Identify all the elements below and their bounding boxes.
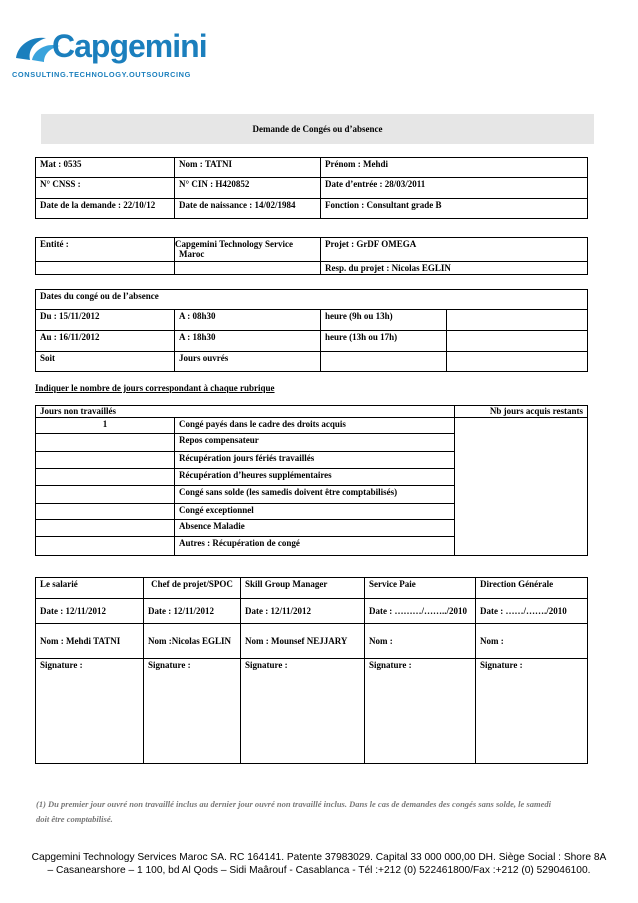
sig-header-salarie: Le salarié <box>36 578 144 599</box>
sig-date-chef: Date : 12/11/2012 <box>144 599 241 624</box>
mat-cell: Mat : 0535 <box>36 158 175 178</box>
employee-info-table <box>35 157 588 219</box>
signature-label: Signature : <box>40 660 83 670</box>
date-naissance-cell: Date de naissance : 14/02/1984 <box>175 199 321 219</box>
rubrique-count <box>36 452 175 469</box>
signature-label: Signature : <box>245 660 288 670</box>
rubrique-label: Repos compensateur <box>175 434 455 452</box>
footnote <box>36 797 606 827</box>
sig-date-paie: Date : ………/……../2010 <box>365 599 476 624</box>
sig-nom-paie: Nom : <box>365 624 476 659</box>
sig-nom-salarie: Nom : Mehdi TATNI <box>36 624 144 659</box>
du-cell: Du : 15/11/2012 <box>36 310 175 331</box>
dates-header-cell: Dates du congé ou de l’absence <box>36 290 588 310</box>
rubrique-count <box>36 434 175 452</box>
sig-box-direction[interactable] <box>476 659 588 764</box>
prenom-cell: Prénom : Mehdi <box>321 158 588 178</box>
sig-box-skill[interactable] <box>241 659 365 764</box>
form-title-text: Demande de Congés ou d’absence <box>252 124 383 134</box>
nom-cell: Nom : TATNI <box>175 158 321 178</box>
jours-non-travailles-header: Jours non travaillés <box>36 406 455 418</box>
entity-empty-cell-2 <box>175 262 321 275</box>
sig-nom-chef: Nom :Nicolas EGLIN <box>144 624 241 659</box>
jours-ouvres-cell: Jours ouvrés <box>175 352 321 372</box>
capgemini-logo <box>12 28 207 83</box>
sig-header-skill: Skill Group Manager <box>241 578 365 599</box>
rubrique-label: Récupération d’heures supplémentaires <box>175 469 455 486</box>
du-empty-cell <box>447 310 588 331</box>
rubrique-label: Congé payés dans le cadre des droits acquis <box>175 418 455 434</box>
resp-projet-cell: Resp. du projet : Nicolas EGLIN <box>321 262 588 275</box>
entity-table <box>35 237 588 275</box>
rubrique-count <box>36 520 175 537</box>
signature-label: Signature : <box>148 660 191 670</box>
form-title <box>41 114 594 144</box>
footnote-line2: doit être comptabilisé. <box>36 814 113 824</box>
signature-label: Signature : <box>480 660 523 670</box>
au-cell: Au : 16/11/2012 <box>36 331 175 352</box>
rubrique-count <box>36 486 175 504</box>
sig-date-direction: Date : ……/……./2010 <box>476 599 588 624</box>
company-footer <box>20 851 618 877</box>
footer-line2: – Casanearshore – 1 100, bd Al Qods – Sidi Maârouf - Casablanca - Tél :+212 (0) 522461800/Fax :+212 (0) 529046100. <box>47 865 591 876</box>
rubrique-count: 1 <box>36 418 175 434</box>
signature-label: Signature : <box>369 660 412 670</box>
entity-empty-cell-1 <box>36 262 175 275</box>
rubrique-count <box>36 537 175 556</box>
rubrique-label: Congé sans solde (les samedis doivent être comptabilisés) <box>175 486 455 504</box>
footnote-line1: (1) Du premier jour ouvré non travaillé inclus au dernier jour ouvré non travaillé inclus. Dans le cas de demandes des congés sans solde, le samedi <box>36 799 551 809</box>
soit-empty-cell-2 <box>447 352 588 372</box>
cin-cell: N° CIN : H420852 <box>175 178 321 199</box>
dates-table <box>35 289 588 372</box>
entite-value-line1: Capgemini Technology Service <box>175 239 294 249</box>
logo-wordmark: Capgemini <box>52 28 207 64</box>
entite-value-cell <box>175 238 321 262</box>
au-empty-cell <box>447 331 588 352</box>
sig-date-salarie: Date : 12/11/2012 <box>36 599 144 624</box>
rubrique-instruction: Indiquer le nombre de jours correspondant à chaque rubrique <box>35 383 275 393</box>
rubriques-table <box>35 405 588 556</box>
rubrique-count <box>36 504 175 520</box>
du-heure-label-cell: heure (9h ou 13h) <box>321 310 447 331</box>
entite-label-cell: Entité : <box>36 238 175 262</box>
sig-box-salarie[interactable] <box>36 659 144 764</box>
fonction-cell: Fonction : Consultant grade B <box>321 199 588 219</box>
date-demande-cell: Date de la demande : 22/10/12 <box>36 199 175 219</box>
au-heure-cell: A : 18h30 <box>175 331 321 352</box>
sig-nom-direction: Nom : <box>476 624 588 659</box>
sig-header-direction: Direction Générale <box>476 578 588 599</box>
soit-cell: Soit <box>36 352 175 372</box>
footer-line1: Capgemini Technology Services Maroc SA. RC 164141. Patente 37983029. Capital 33 000 000,00 DH. Siège Social : Shore 8A <box>31 852 607 863</box>
rubrique-label: Congé exceptionnel <box>175 504 455 520</box>
date-entree-cell: Date d’entrée : 28/03/2011 <box>321 178 588 199</box>
projet-cell: Projet : GrDF OMEGA <box>321 238 588 262</box>
cnss-cell: N° CNSS : <box>36 178 175 199</box>
soit-empty-cell-1 <box>321 352 447 372</box>
sig-box-chef[interactable] <box>144 659 241 764</box>
nb-jours-restants-header: Nb jours acquis restants <box>455 406 588 418</box>
rubrique-label: Récupération jours fériés travaillés <box>175 452 455 469</box>
entite-value-line2: Maroc <box>179 249 205 259</box>
nb-jours-restants-cell <box>455 418 588 556</box>
sig-nom-skill: Nom : Mounsef NEJJARY <box>241 624 365 659</box>
sig-box-paie[interactable] <box>365 659 476 764</box>
sig-date-skill: Date : 12/11/2012 <box>241 599 365 624</box>
logo-tagline: CONSULTING.TECHNOLOGY.OUTSOURCING <box>12 70 191 79</box>
sig-header-chef: Chef de projet/SPOC <box>144 578 241 599</box>
du-heure-cell: A : 08h30 <box>175 310 321 331</box>
rubrique-label: Autres : Récupération de congé <box>175 537 455 556</box>
signatures-table <box>35 577 588 764</box>
rubrique-label: Absence Maladie <box>175 520 455 537</box>
sig-header-paie: Service Paie <box>365 578 476 599</box>
au-heure-label-cell: heure (13h ou 17h) <box>321 331 447 352</box>
rubrique-count <box>36 469 175 486</box>
